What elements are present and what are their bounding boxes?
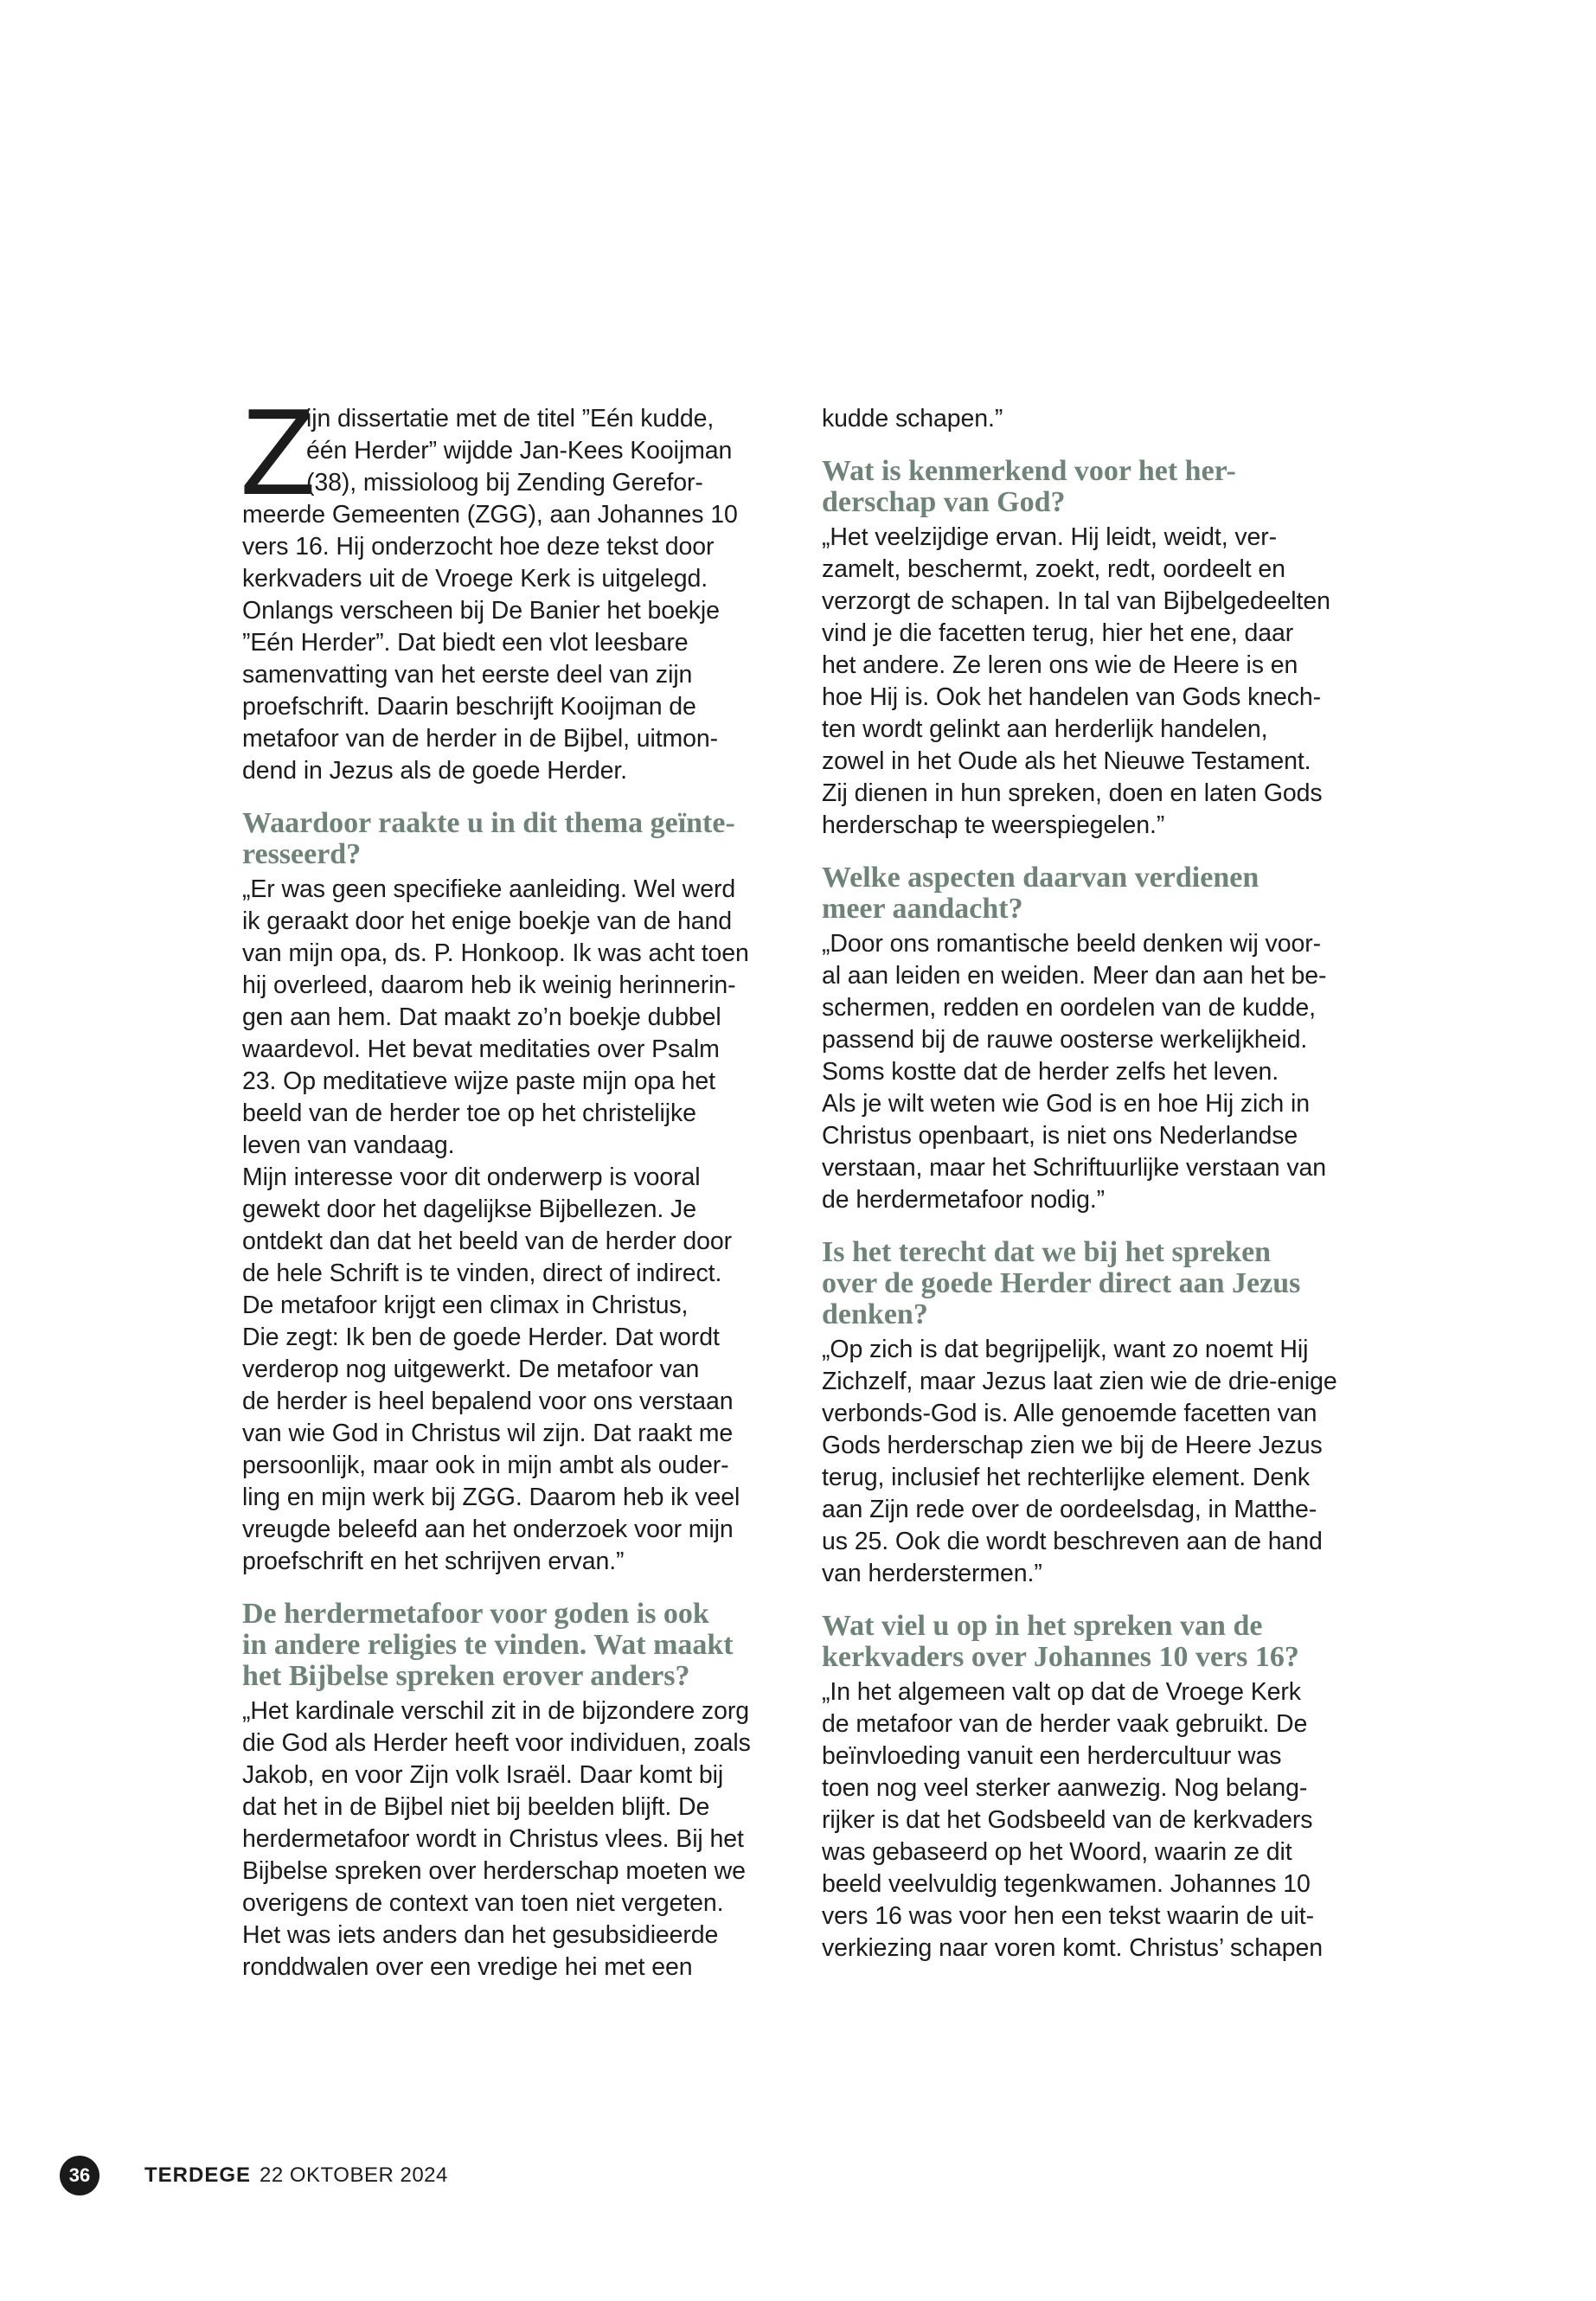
text-line: proefschrift en het schrijven ervan.”: [242, 1548, 625, 1575]
text-line: 23. Op meditatieve wijze paste mijn opa het: [242, 1067, 715, 1095]
text-line: dat het in de Bijbel niet bij beelden blijft. De: [242, 1793, 710, 1821]
magazine-name: TERDEGE: [144, 2163, 252, 2187]
text-line: rijker is dat het Godsbeeld van de kerkvaders: [822, 1806, 1313, 1834]
text-line: terug, inclusief het rechterlijke element. Denk: [822, 1464, 1310, 1491]
text-line: ten wordt gelinkt aan herderlijk handelen,: [822, 715, 1268, 743]
question-line: Welke aspecten daarvan verdienen: [822, 862, 1259, 894]
text-line: „Er was geen specifieke aanleiding. Wel werd: [242, 875, 736, 903]
question-heading: [822, 1237, 1367, 1330]
text-line: hij overleed, daarom heb ik weinig herinnerin-: [242, 971, 736, 999]
page-number-badge: 36: [60, 2156, 99, 2195]
text-line: verbonds-God is. Alle genoemde facetten van: [822, 1400, 1317, 1427]
text-line: beeld veelvuldig tegenkwamen. Johannes 10: [822, 1870, 1311, 1898]
intro-line: Onlangs verscheen bij De Banier het boekje: [242, 597, 720, 625]
text-line: Zij dienen in hun spreken, doen en laten Gods: [822, 779, 1323, 807]
answer-paragraph: [242, 874, 787, 1578]
text-line: was gebaseerd op het Woord, waarin ze dit: [822, 1838, 1292, 1866]
text-line: de hele Schrift is te vinden, direct of indirect.: [242, 1259, 722, 1287]
intro-line: ijn dissertatie met de titel ”Eén kudde,: [306, 405, 715, 433]
intro-line: vers 16. Hij onderzocht hoe deze tekst door: [242, 533, 715, 561]
question-line: De herdermetafoor voor goden is ook: [242, 1598, 709, 1630]
text-line: vers 16 was voor hen een tekst waarin de uit-: [822, 1902, 1314, 1930]
question-heading: [822, 862, 1367, 925]
text-line: Jakob, en voor Zijn volk Israël. Daar komt bij: [242, 1761, 724, 1789]
answer-paragraph: [822, 1676, 1367, 1965]
text-line: passend bij de rauwe oosterse werkelijkheid.: [822, 1026, 1308, 1054]
text-line: schermen, redden en oordelen van de kudde,: [822, 994, 1316, 1022]
question-heading: [822, 456, 1367, 518]
intro-line: (38), missioloog bij Zending Gerefor-: [306, 469, 703, 497]
text-line: van herderstermen.”: [822, 1560, 1042, 1587]
text-line: Gods herderschap zien we bij de Heere Jezus: [822, 1432, 1323, 1459]
text-line: zowel in het Oude als het Nieuwe Testament.: [822, 747, 1311, 775]
text-line: „Het kardinale verschil zit in de bijzondere zorg: [242, 1697, 749, 1725]
text-line: van mijn opa, ds. P. Honkoop. Ik was acht toen: [242, 939, 749, 967]
text-line: ik geraakt door het enige boekje van de hand: [242, 907, 733, 935]
text-line: „Het veelzijdige ervan. Hij leidt, weidt, ver-: [822, 523, 1278, 551]
text-line: de herdermetafoor nodig.”: [822, 1186, 1106, 1214]
drop-cap: Z: [240, 383, 316, 521]
question-line: derschap van God?: [822, 486, 1066, 518]
question-line: Wat viel u op in het spreken van de: [822, 1610, 1263, 1642]
page-footer: [60, 2156, 448, 2195]
question-line: in andere religies te vinden. Wat maakt: [242, 1629, 734, 1661]
intro-line: meerde Gemeenten (ZGG), aan Johannes 10: [242, 501, 738, 529]
text-line: persoonlijk, maar ook in mijn ambt als ouder-: [242, 1452, 729, 1479]
text-line: van wie God in Christus wil zijn. Dat raakt me: [242, 1420, 734, 1447]
text-line: vind je die facetten terug, hier het ene, daar: [822, 619, 1294, 647]
text-line: verkiezing naar voren komt. Christus’ schapen: [822, 1934, 1323, 1962]
issue-date: 22 OKTOBER 2024: [260, 2163, 448, 2187]
text-line: De metafoor krijgt een climax in Christus,: [242, 1292, 689, 1319]
intro-line: kerkvaders uit de Vroege Kerk is uitgelegd.: [242, 565, 708, 593]
text-line: Die zegt: Ik ben de goede Herder. Dat wordt: [242, 1324, 720, 1351]
question-line: Is het terecht dat we bij het spreken: [822, 1236, 1272, 1268]
text-line: de herder is heel bepalend voor ons verstaan: [242, 1388, 734, 1415]
text-line: toen nog veel sterker aanwezig. Nog belang-: [822, 1774, 1308, 1802]
question-heading: [242, 808, 787, 870]
text-line: Mijn interesse voor dit onderwerp is vooral: [242, 1163, 701, 1191]
question-line: Waardoor raakte u in dit thema geïnte-: [242, 807, 735, 839]
intro-line: ”Eén Herder”. Dat biedt een vlot leesbare: [242, 629, 689, 657]
question-line: het Bijbelse spreken erover anders?: [242, 1660, 690, 1692]
text-line: kudde schapen.”: [822, 405, 1003, 433]
text-line: beeld van de herder toe op het christelijke: [242, 1099, 696, 1127]
text-line: overigens de context van toen niet vergeten.: [242, 1889, 724, 1917]
text-line: vreugde beleefd aan het onderzoek voor mijn: [242, 1516, 734, 1543]
text-line: Zichzelf, maar Jezus laat zien wie de drie-enige: [822, 1368, 1337, 1395]
answer-paragraph: [822, 928, 1367, 1216]
text-line: gewekt door het dagelijkse Bijbellezen. Je: [242, 1195, 696, 1223]
intro-line: één Herder” wijdde Jan-Kees Kooijman: [306, 437, 733, 465]
text-line: herdermetafoor wordt in Christus vlees. Bij het: [242, 1825, 744, 1853]
intro-line: metafoor van de herder in de Bijbel, uitmon-: [242, 725, 719, 753]
text-line: gen aan hem. Dat maakt zo’n boekje dubbel: [242, 1003, 721, 1031]
text-line: hoe Hij is. Ook het handelen van Gods knech-: [822, 683, 1322, 711]
question-line: meer aandacht?: [822, 893, 1023, 925]
question-line: resseerd?: [242, 838, 362, 870]
question-line: Wat is kenmerkend voor het her-: [822, 455, 1236, 487]
text-line: die God als Herder heeft voor individuen, zoals: [242, 1729, 751, 1757]
question-line: over de goede Herder direct aan Jezus: [822, 1267, 1301, 1299]
text-line: ontdekt dan dat het beeld van de herder door: [242, 1227, 733, 1255]
text-line: Christus openbaart, is niet ons Nederlandse: [822, 1122, 1298, 1150]
right-column: [822, 403, 1367, 1965]
text-line: verstaan, maar het Schriftuurlijke verstaan van: [822, 1154, 1326, 1182]
text-line: leven van vandaag.: [242, 1131, 455, 1159]
text-line: „Op zich is dat begrijpelijk, want zo noemt Hij: [822, 1336, 1309, 1363]
text-line: verderop nog uitgewerkt. De metafoor van: [242, 1356, 700, 1383]
text-line: de metafoor van de herder vaak gebruikt. De: [822, 1710, 1308, 1738]
text-line: het andere. Ze leren ons wie de Heere is en: [822, 651, 1298, 679]
text-line: al aan leiden en weiden. Meer dan aan het be-: [822, 962, 1327, 990]
text-line: Soms kostte dat de herder zelfs het leven.: [822, 1058, 1279, 1086]
intro-paragraph: [240, 383, 787, 787]
text-line: zamelt, beschermt, zoekt, redt, oordeelt en: [822, 555, 1285, 583]
text-line: beïnvloeding vanuit een herdercultuur was: [822, 1742, 1282, 1770]
text-line: verzorgt de schapen. In tal van Bijbelgedeelten: [822, 587, 1330, 615]
text-line: ronddwalen over een vredige hei met een: [242, 1953, 693, 1981]
question-heading: [242, 1599, 787, 1692]
text-line: us 25. Ook die wordt beschreven aan de hand: [822, 1528, 1323, 1555]
answer-paragraph: [822, 522, 1367, 842]
intro-line: dend in Jezus als de goede Herder.: [242, 757, 627, 785]
text-line: Bijbelse spreken over herderschap moeten we: [242, 1857, 746, 1885]
question-line: denken?: [822, 1298, 928, 1330]
text-line: Als je wilt weten wie God is en hoe Hij zich in: [822, 1090, 1310, 1118]
intro-line: samenvatting van het eerste deel van zijn: [242, 661, 693, 689]
text-line: aan Zijn rede over de oordeelsdag, in Matthe-: [822, 1496, 1317, 1523]
text-line: herderschap te weerspiegelen.”: [822, 811, 1165, 839]
text-line: waardevol. Het bevat meditaties over Psalm: [242, 1035, 720, 1063]
intro-line: proefschrift. Daarin beschrijft Kooijman de: [242, 693, 696, 721]
text-line: „Door ons romantische beeld denken wij voor-: [822, 930, 1321, 958]
left-column: [240, 383, 787, 1984]
question-line: kerkvaders over Johannes 10 vers 16?: [822, 1641, 1299, 1673]
text-line: Het was iets anders dan het gesubsidieerde: [242, 1921, 719, 1949]
text-line: „In het algemeen valt op dat de Vroege Kerk: [822, 1678, 1301, 1706]
question-heading: [822, 1611, 1367, 1673]
answer-paragraph: [822, 1334, 1367, 1590]
text-line: ling en mijn werk bij ZGG. Daarom heb ik veel: [242, 1484, 740, 1511]
answer-paragraph: [242, 1695, 787, 1984]
continued-text: [822, 403, 1367, 435]
